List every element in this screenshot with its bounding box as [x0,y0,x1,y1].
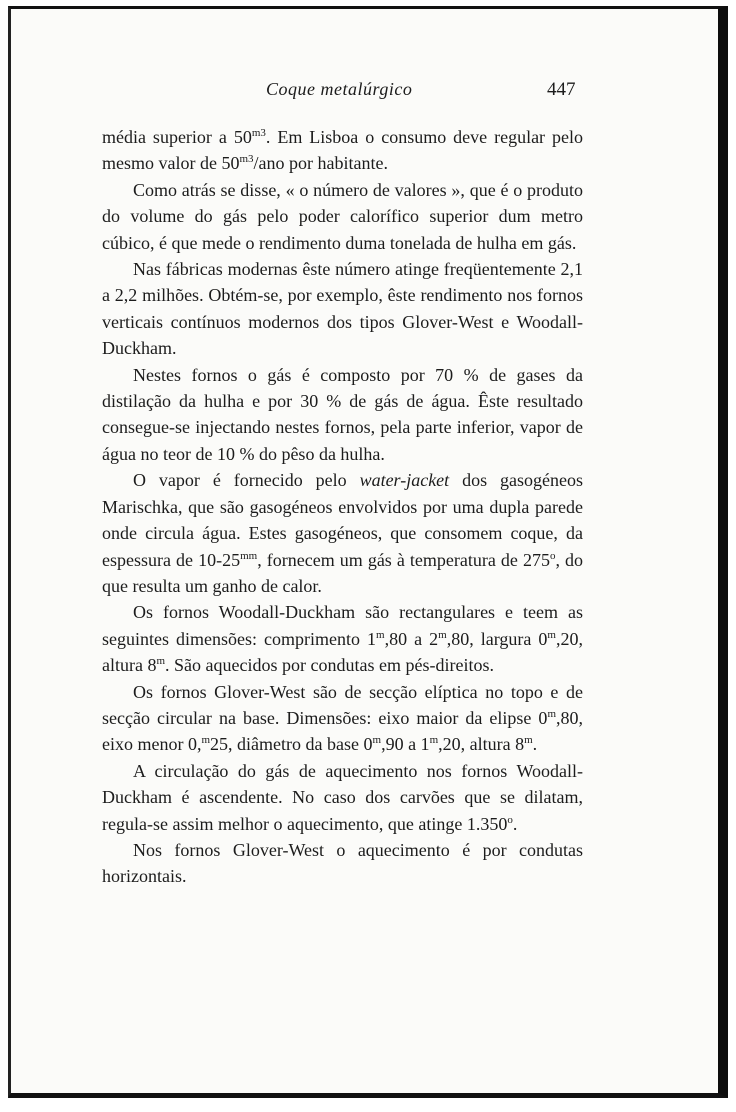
italic-term: water-jacket [359,470,450,491]
paragraph: Como atrás se disse, « o número de valores », que é o produto do volume do gás pelo poder calorífico superior dum metro cúbico, é que mede o rendimento duma tonelada de hulha em gás. [102,179,583,253]
paragraph: média superior a $50^{m3}$. Em Lisboa o consumo deve regular pelo mesmo valor de $50^{m3}$/ano por habitante. [102,127,584,174]
paragraph: O vapor é fornecido pelo water-jacket dos gasogéneos Marischka, que são gasogéneos envolvidos por uma dupla parede onde circula água. Estes gasogéneos, que consomem coque, da espessura de $10-25^{mm}$, fornecem um gás à temperatura de 275$^o$, do que resulta um ganho de calor. [102,470,584,596]
paragraph: Os fornos Glover-West são de secção elíptica no topo e de secção circular na base. Dimensões: eixo maior da elipse 0$^m$,80, eixo menor 0,$^m$25, diâmetro da base 0$^m$,90 a 1$^m$,20, altura 8$^m$. [102,681,583,755]
paragraph: Nestes fornos o gás é composto por 70 % de gases da distilação da hulha e por 30 % de gás de água. Êste resultado consegue-se injectando nestes fornos, pela parte inferior, vapor de água no teor de 10 % do pêso da hulha. [102,364,583,464]
body-text [102,124,583,890]
paragraph: Os fornos Woodall-Duckham são rectangulares e teem as seguintes dimensões: comprimento 1$^m$,80 a 2$^m$,80, largura 0$^m$,20, altura 8$^m$. São aquecidos por condutas em pés-direitos. [102,602,583,676]
book-page [8,6,728,1098]
paragraph: Nos fornos Glover-West o aquecimento é por condutas horizontais. [102,839,583,887]
paragraph: A circulação do gás de aquecimento nos fornos Woodall-Duckham é ascendente. No caso dos carvões que se dilatam, regula-se assim melhor o aquecimento, que atinge 1.350$^o$. [102,760,583,834]
page-number: 447 [547,79,576,100]
paragraph: Nas fábricas modernas êste número atinge freqüentemente 2,1 a 2,2 milhões. Obtém-se, por exemplo, êste rendimento nos fornos verticais contínuos modernos dos tipos Glover-West e Woodall-Duckham. [102,259,583,359]
page-header [11,79,718,109]
running-title: Coque metalúrgico [266,79,413,99]
